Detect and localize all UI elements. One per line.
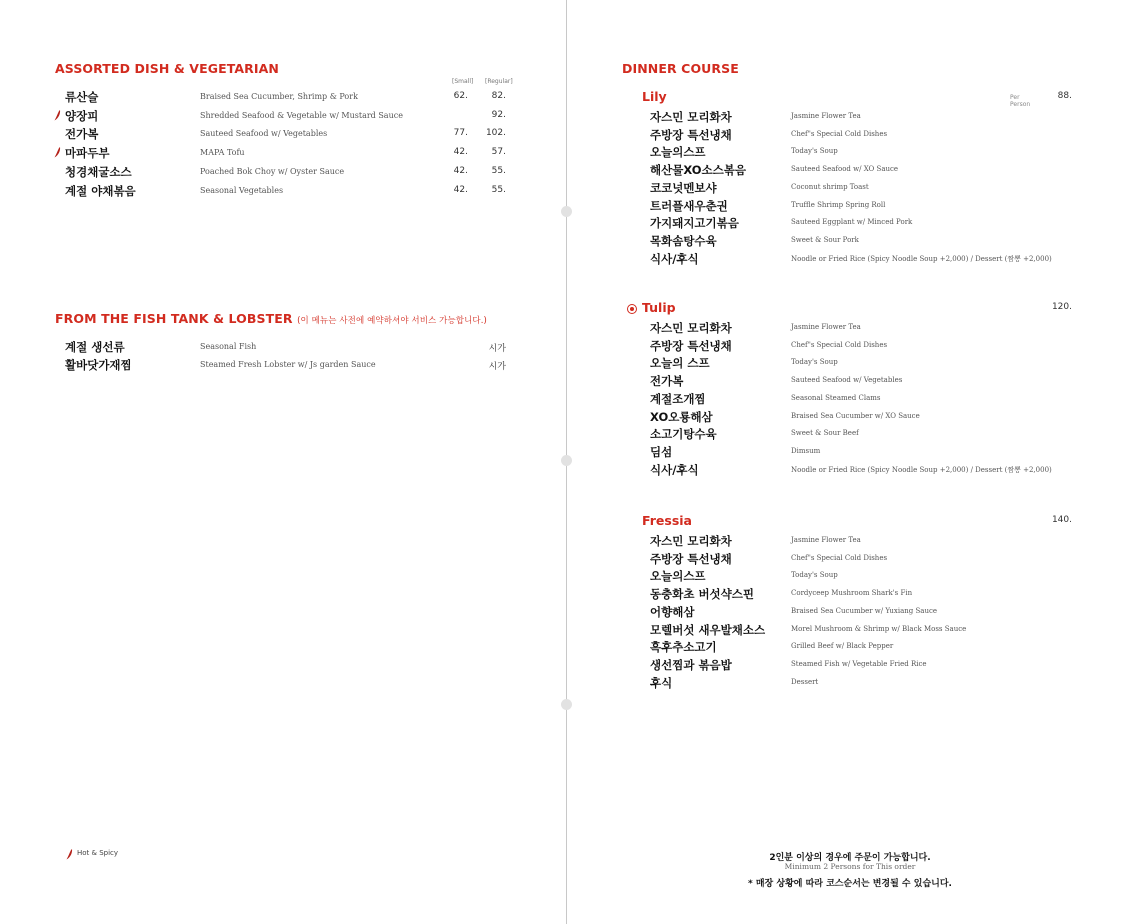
course-dish-ko: 주방장 특선냉채 [650,551,732,566]
dish-name-en: Sauteed Seafood w/ Vegetables [200,129,328,139]
dish-name-en: Seasonal Fish [200,342,257,351]
course-dish-en: Noodle or Fried Rice (Spicy Noodle Soup +2,000) / Dessert (짬뽕 +2,000) [791,254,1052,263]
course-dish-en: Seasonal Steamed Clams [791,393,881,402]
dish-name-en: MAPA Tofu [200,148,245,158]
dish-name-en: Shredded Seafood & Vegetable w/ Mustard Sauce [200,110,403,120]
price-small: 42. [453,165,468,176]
dish-name-ko: 계절 생선류 [65,340,125,354]
course-dish-ko: 트러플새우춘권 [650,198,728,213]
course-dish-en: Sweet & Sour Beef [791,429,859,438]
course-dish-ko: 자스민 모리화차 [650,534,732,548]
course-item-row [0,391,1133,409]
price-regular: 55. [491,184,506,195]
course-dish-en: Dessert [791,677,819,686]
course-dish-ko: 오늘의스프 [650,145,706,160]
course-dish-en: Steamed Fish w/ Vegetable Fried Rice [791,659,927,668]
course-dish-en: Today's Soup [791,147,838,156]
market-price: 시가 [488,362,506,372]
course-dish-en: Dimsum [791,446,821,455]
course-dish-ko: 식사/후식 [650,462,699,477]
course-item-row [0,127,1133,145]
price-regular: 82. [491,91,506,101]
course-price: 120. [1051,302,1072,312]
course-dish-en: Braised Sea Cucumber w/ XO Sauce [791,411,920,420]
per-person-label: Per Person [1010,94,1031,108]
course-item-row [0,551,1133,569]
course-dish-ko: 해산물XO소스볶음 [650,163,746,178]
price-small: 42. [453,184,468,195]
price-regular: 55. [491,165,506,176]
course-dish-ko: 오늘의 스프 [650,356,710,371]
course-order-change-note: * 매장 상황에 따라 코스순서는 변경될 수 있습니다. [748,879,952,889]
course-item-row [0,251,1133,269]
course-dish-en: Truffle Shrimp Spring Roll [791,200,886,209]
assorted-section-title: ASSORTED DISH & VEGETARIAN [55,61,279,76]
dish-name-ko: 양장피 [65,108,99,123]
course-item-row [0,622,1133,640]
small-column-header: [Small] [452,78,474,85]
course-item-row [0,604,1133,622]
minimum-order-note-ko: 2인분 이상의 경우에 주문이 가능합니다. [769,853,931,863]
course-dish-en: Sauteed Seafood w/ Vegetables [791,376,903,385]
price-regular: 102. [485,128,506,139]
menu-item-row[interactable] [0,89,566,107]
course-dish-ko: 자스민 모리화차 [650,110,732,124]
price-small: 42. [453,147,468,158]
course-dish-ko: 가지돼지고기볶음 [650,216,739,231]
course-price: 140. [1051,515,1072,525]
course-dish-en: Jasmine Flower Tea [791,323,861,331]
dish-name-ko: 청경채굴소스 [65,164,132,179]
course-dish-ko: XO오룡해삼 [650,409,713,424]
course-name: Tulip [642,300,676,315]
price-regular: 92. [491,109,506,120]
course-dish-en: Sauteed Eggplant w/ Minced Pork [791,218,913,227]
chili-pepper-icon [66,849,73,860]
selected-radio-icon[interactable] [627,304,637,314]
dish-name-en: Poached Bok Choy w/ Oyster Sauce [200,166,345,176]
dinner-course-title: DINNER COURSE [622,61,739,76]
reservation-note: (이 메뉴는 사전에 예약하셔야 서비스 가능합니다.) [297,316,487,326]
course-dish-en: Grilled Beef w/ Black Pepper [791,642,894,651]
price-small: 77. [453,128,468,139]
market-price: 시가 [488,344,506,354]
course-dish-ko: 주방장 특선냉채 [650,127,732,142]
course-item-row [0,373,1133,391]
course-item-row [0,355,1133,373]
course-item-row [0,162,1133,180]
course-dish-en: Chef"s Special Cold Dishes [791,129,888,138]
course-item-row [0,675,1133,693]
course-dish-ko: 주방장 특선냉채 [650,338,732,353]
course-dish-ko: 동충화초 버섯샥스핀 [650,587,754,602]
dish-name-ko: 마파두부 [65,146,110,161]
course-item-row [0,426,1133,444]
course-item-row [0,215,1133,233]
course-item-row [0,462,1133,480]
course-price: 88. [1057,91,1072,101]
course-dish-ko: 흑후추소고기 [650,640,717,655]
dish-name-ko: 류산슬 [65,90,99,104]
course-dish-en: Sweet & Sour Pork [791,235,859,244]
fish-section-title-text: FROM THE FISH TANK & LOBSTER [55,311,293,326]
course-item-row [0,320,1133,338]
course-name: Fressia [642,513,692,528]
course-dish-ko: 소고기탕수육 [650,427,717,442]
dish-name-en: Seasonal Vegetables [200,185,284,195]
price-regular: 57. [491,147,506,158]
course-dish-en: Today's Soup [791,571,838,580]
course-item-row [0,338,1133,356]
course-item-row [0,444,1133,462]
course-dish-ko: 후식 [650,675,673,690]
course-dish-ko: 어향해삼 [650,604,695,619]
regular-column-header: [Regular] [485,78,513,85]
course-dish-ko: 목화솜탕수육 [650,233,717,248]
course-item-row [0,568,1133,586]
course-dish-ko: 식사/후식 [650,251,699,266]
course-item-row [0,109,1133,127]
course-dish-en: Jasmine Flower Tea [791,536,861,544]
course-dish-en: Noodle or Fried Rice (Spicy Noodle Soup +2,000) / Dessert (짬뽕 +2,000) [791,465,1052,474]
course-dish-en: Jasmine Flower Tea [791,112,861,120]
course-dish-ko: 코코넛멘보샤 [650,180,717,195]
course-dish-en: Chef"s Special Cold Dishes [791,340,888,349]
course-item-row [0,233,1133,251]
price-small: 62. [453,91,468,101]
course-dish-ko: 딤섬 [650,444,673,459]
dish-name-ko: 계절 야채볶음 [65,183,136,198]
course-dish-ko: 전가복 [650,374,684,389]
course-dish-ko: 오늘의스프 [650,569,706,584]
course-dish-ko: 계절조개찜 [650,391,706,406]
dish-name-en: Braised Sea Cucumber, Shrimp & Pork [200,92,358,101]
course-dish-ko: 자스민 모리화차 [650,321,732,335]
course-item-row [0,409,1133,427]
dish-name-en: Steamed Fresh Lobster w/ Js garden Sauce [200,360,376,369]
course-dish-en: Sauteed Seafood w/ XO Sauce [791,165,899,174]
course-dish-ko: 모렐버섯 새우발채소스 [650,622,766,637]
course-item-row [0,144,1133,162]
minimum-order-note-en: Minimum 2 Persons for This order [784,862,916,871]
course-dish-en: Morel Mushroom & Shrimp w/ Black Moss Sauce [791,624,967,633]
course-item-row [0,586,1133,604]
course-dish-en: Coconut shrimp Toast [791,182,869,191]
course-item-row [0,657,1133,675]
course-item-row [0,180,1133,198]
course-item-row [0,198,1133,216]
course-item-row [0,639,1133,657]
dish-name-ko: 전가복 [65,127,99,142]
course-dish-en: Today's Soup [791,358,838,367]
course-dish-en: Cordyceep Mushroom Shark's Fin [791,589,913,598]
course-dish-en: Braised Sea Cucumber w/ Yuxiang Sauce [791,606,938,615]
course-name: Lily [642,89,667,104]
course-dish-en: Chef"s Special Cold Dishes [791,553,888,562]
dish-name-ko: 활바닷가재찜 [65,358,132,372]
hot-spicy-legend: Hot & Spicy [77,849,119,857]
course-dish-ko: 생선찜과 볶음밥 [650,657,732,672]
course-item-row [0,533,1133,551]
